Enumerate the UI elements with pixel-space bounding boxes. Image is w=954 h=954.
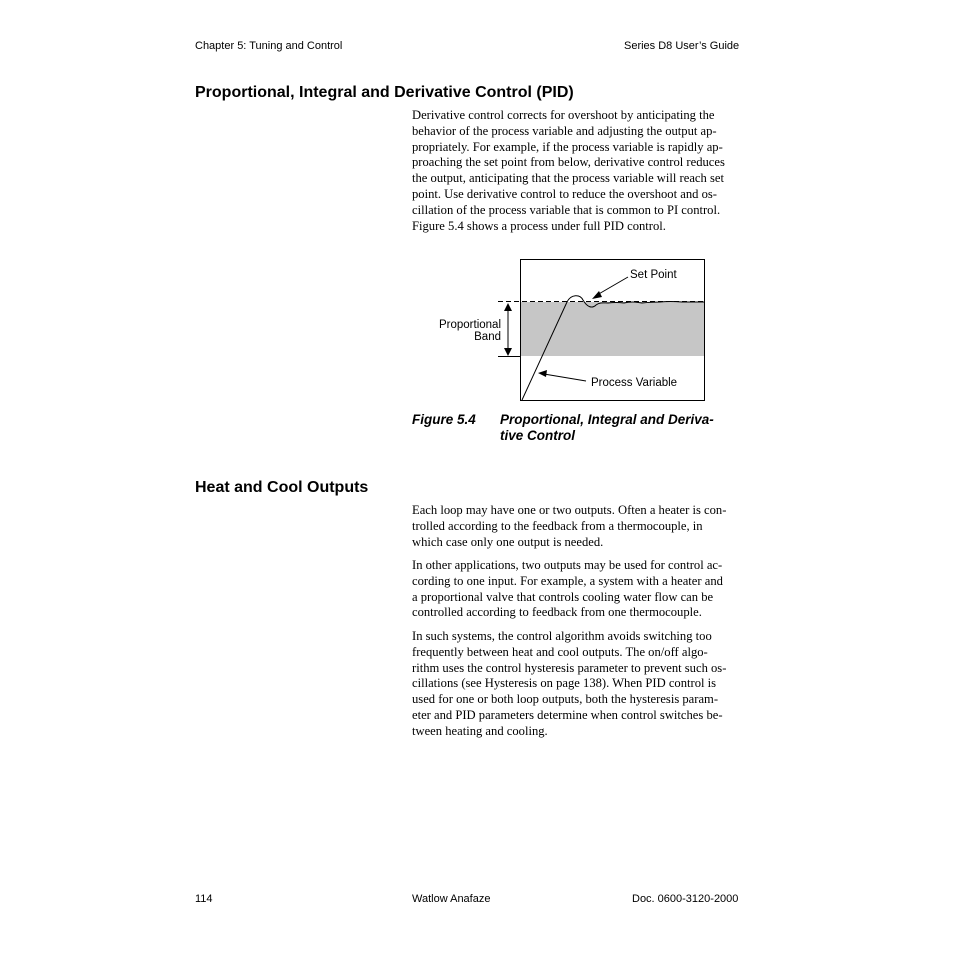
heat-cool-paragraph-1: Each loop may have one or two outputs. Often a heater is con- trolled according to the feedback from a thermocouple, in which case only one output is needed.	[412, 503, 727, 549]
document-number: Doc. 0600-3120-2000	[632, 893, 739, 905]
band-arrow-down-icon	[504, 348, 512, 356]
chapter-title: Chapter 5: Tuning and Control	[195, 40, 343, 52]
process-variable-label: Process Variable	[591, 377, 678, 389]
band-label: Band	[474, 331, 501, 343]
process-variable-leader	[544, 374, 586, 381]
proportional-band-area	[521, 302, 705, 356]
heat-cool-paragraph-3: In such systems, the control algorithm avoids switching too frequently between heat and cool outputs. The on/off algo- rithm uses the control hysteresis parameter to prevent such os- cillations (see Hysteresis on page 138). When PID control is used for one or both loop outputs, both the hysteresis param- eter and PID parameters determine when control switches be- tween heating and cooling.	[412, 629, 727, 738]
set-point-label: Set Point	[630, 269, 677, 281]
pid-paragraph: Derivative control corrects for overshoot by anticipating the behavior of the process variable and adjusting the output ap- propriately. For example, if the process variable is rapidly ap- proaching the set point from below, derivative control reduces the output, anticipating that the process variable will reach set point. Use derivative control to reduce the overshoot and os- cillation of the process variable that is common to PI control. Figure 5.4 shows a process under full PID control.	[412, 108, 725, 233]
guide-title: Series D8 User’s Guide	[624, 40, 740, 52]
proportional-label: Proportional	[438, 319, 501, 331]
company-name: Watlow Anafaze	[412, 893, 491, 905]
section-heading-pid: Proportional, Integral and Derivative Control (PID)	[195, 84, 574, 101]
set-point-leader	[597, 277, 628, 295]
process-variable-arrow-icon	[538, 370, 547, 377]
heat-cool-paragraph-2: In other applications, two outputs may be used for control ac- cording to one input. For example, a system with a heater and a proportional valve that controls cooling water flow can be controlled according to feedback from one thermocouple.	[412, 558, 723, 620]
figure-caption: Proportional, Integral and Deriva- tive Control	[500, 412, 714, 443]
set-point-arrow-icon	[592, 291, 602, 299]
pid-figure	[420, 250, 720, 410]
page-number: 114	[195, 893, 213, 905]
band-arrow-up-icon	[504, 303, 512, 311]
figure-number: Figure 5.4	[412, 412, 476, 427]
section-heading-heat-cool: Heat and Cool Outputs	[195, 479, 369, 496]
